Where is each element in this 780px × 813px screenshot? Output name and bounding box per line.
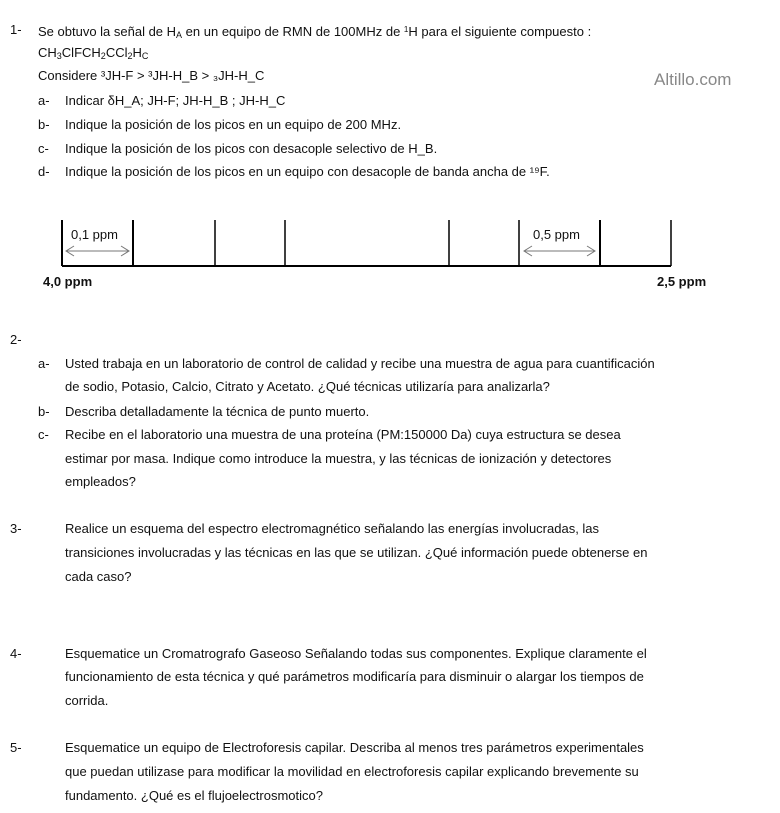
q1-intro-part-b: en un equipo de RMN de 100MHz de bbox=[182, 24, 404, 39]
q3-number: 3- bbox=[10, 521, 22, 536]
q5-line: Esquematice un equipo de Electroforesis capilar. Describa al menos tres parámetros experimentales bbox=[65, 740, 644, 755]
q1-formula bbox=[38, 44, 148, 65]
q1-item-text: Indicar δH_A; JH-F; JH-H_B ; JH-H_C bbox=[65, 93, 286, 108]
q1-item-letter: b- bbox=[38, 117, 50, 132]
q1-consider: Considere ³JH-F > ³JH-H_B > ₃JH-H_C bbox=[38, 68, 265, 83]
q3-line: cada caso? bbox=[65, 569, 132, 584]
formula-part: ClFCH bbox=[61, 45, 101, 60]
q1-intro bbox=[38, 21, 591, 44]
q1-item-text: Indique la posición de los picos con desacople selectivo de H_B. bbox=[65, 141, 438, 156]
formula-sub: C bbox=[141, 51, 149, 61]
scale-label-right: 2,5 ppm bbox=[657, 274, 707, 289]
ppm-scale-diagram bbox=[40, 218, 740, 296]
formula-part: H bbox=[132, 45, 142, 60]
q2-item-letter: b- bbox=[38, 404, 50, 419]
q1-intro-part-a: Se obtuvo la señal de H bbox=[38, 24, 177, 39]
q2-item-line: Describa detalladamente la técnica de punto muerto. bbox=[65, 404, 370, 419]
q1-item-letter: a- bbox=[38, 93, 50, 108]
watermark-text: Altillo.com bbox=[654, 70, 732, 89]
formula-sub: 2 bbox=[100, 51, 106, 61]
q2-item-line: Recibe en el laboratorio una muestra de una proteína (PM:150000 Da) cuya estructura se desea bbox=[65, 427, 621, 442]
q1-intro-sub: A bbox=[176, 30, 183, 40]
q1-item-letter: d- bbox=[38, 164, 50, 179]
q5-number: 5- bbox=[10, 740, 22, 755]
formula-part: CCl bbox=[105, 45, 128, 60]
q4-line: Esquematice un Cromatrografo Gaseoso Señalando todas sus componentes. Explique claramente el bbox=[65, 646, 647, 661]
q1-intro-part-c: H para el siguiente compuesto : bbox=[408, 24, 592, 39]
q3-line: Realice un esquema del espectro electromagnético señalando las energías involucradas, las bbox=[65, 521, 600, 536]
q2-item-line: estimar por masa. Indique como introduce la muestra, y las técnicas de ionización y detectores bbox=[65, 451, 612, 466]
q5-line: que puedan utilizase para modificar la movilidad en electroforesis capilar explicando brevemente su bbox=[65, 764, 639, 779]
q2-item-letter: c- bbox=[38, 427, 49, 442]
span-label-left: 0,1 ppm bbox=[71, 227, 118, 242]
q4-line: corrida. bbox=[65, 693, 109, 708]
q1-item-text: Indique la posición de los picos en un equipo de 200 MHz. bbox=[65, 117, 402, 132]
span-label-right: 0,5 ppm bbox=[533, 227, 580, 242]
q1-item-letter: c- bbox=[38, 141, 49, 156]
q2-number: 2- bbox=[10, 332, 22, 347]
q2-item-letter: a- bbox=[38, 356, 50, 371]
formula-part: CH bbox=[38, 45, 57, 60]
q5-line: fundamento. ¿Qué es el flujoelectrosmotico? bbox=[65, 788, 323, 803]
q1-number: 1- bbox=[10, 22, 22, 37]
formula-sub: 2 bbox=[127, 51, 133, 61]
scale-label-left: 4,0 ppm bbox=[43, 274, 93, 289]
q2-item-line: de sodio, Potasio, Calcio, Citrato y Acetato. ¿Qué técnicas utilizaría para analizarla? bbox=[65, 379, 550, 394]
q4-number: 4- bbox=[10, 646, 22, 661]
q4-line: funcionamiento de esta técnica y qué parámetros modificaría para disminuir o alargar los tiempos de bbox=[65, 669, 644, 684]
q1-item-text: Indique la posición de los picos en un equipo con desacople de banda ancha de ¹⁹F. bbox=[65, 164, 550, 179]
formula-sub: 3 bbox=[56, 51, 62, 61]
q1-intro-sup: 1 bbox=[403, 25, 409, 34]
q2-item-line: Usted trabaja en un laboratorio de control de calidad y recibe una muestra de agua para cuantificación bbox=[65, 356, 655, 371]
q2-item-line: empleados? bbox=[65, 474, 136, 489]
q3-line: transiciones involucradas y las técnicas en las que se utilizan. ¿Qué información puede obtenerse en bbox=[65, 545, 648, 560]
